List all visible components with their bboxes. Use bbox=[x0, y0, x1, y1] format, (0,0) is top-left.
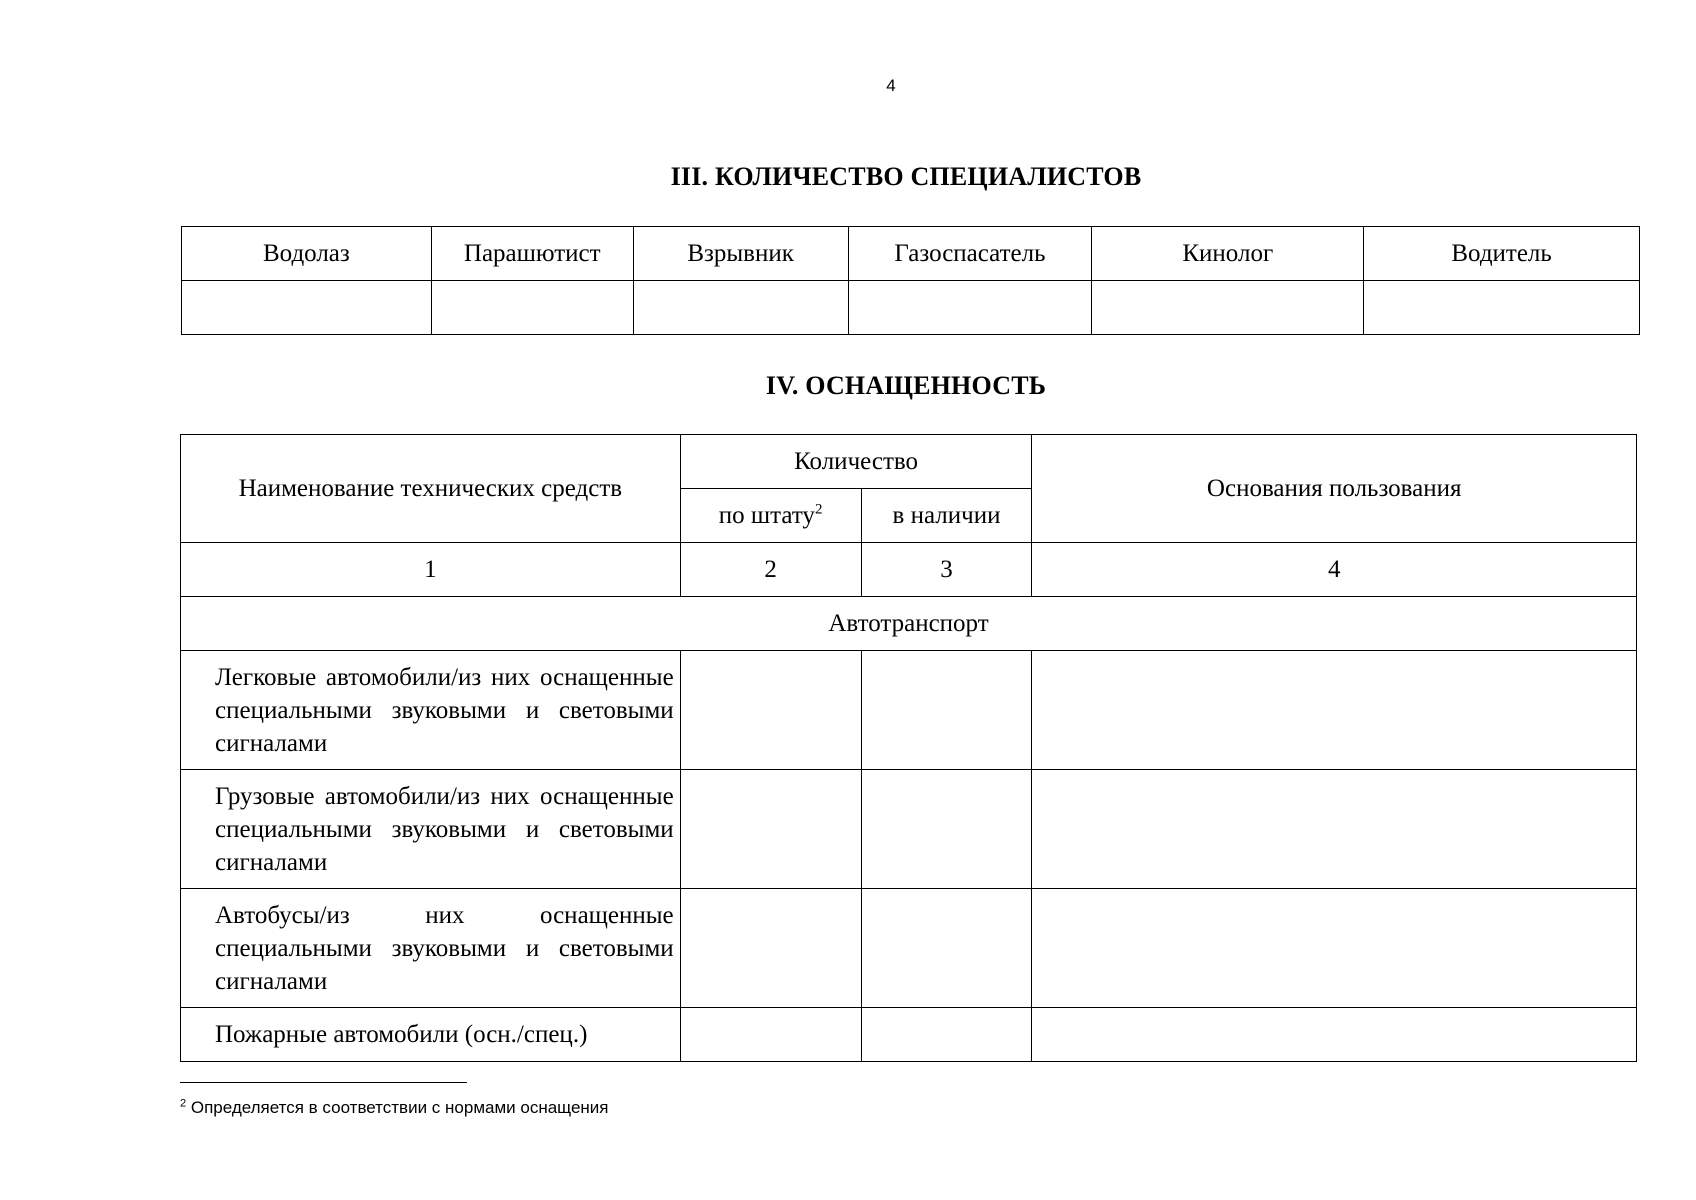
column-number-2: 2 bbox=[680, 543, 861, 597]
equipment-table bbox=[180, 434, 1637, 1062]
item-by-staff[interactable] bbox=[680, 889, 861, 1008]
table-row bbox=[181, 889, 1637, 1008]
section-4-title: IV. ОСНАЩЕННОСТЬ bbox=[765, 371, 1047, 400]
item-by-staff[interactable] bbox=[680, 770, 861, 889]
header-available: в наличии bbox=[861, 489, 1032, 543]
item-basis[interactable] bbox=[1032, 770, 1637, 889]
header-by-staff bbox=[680, 489, 861, 543]
value-gas-rescuer[interactable] bbox=[848, 281, 1092, 335]
item-available[interactable] bbox=[861, 651, 1032, 770]
page-number: 4 bbox=[886, 76, 896, 95]
column-number-1: 1 bbox=[181, 543, 681, 597]
equipment-header-row-1 bbox=[181, 435, 1637, 489]
item-by-staff[interactable] bbox=[680, 651, 861, 770]
item-name: Автобусы/из них оснащенные специальными звуковыми и световыми сигналами bbox=[181, 889, 681, 1008]
header-quantity: Количество bbox=[680, 435, 1032, 489]
header-diver: Водолаз bbox=[182, 227, 432, 281]
header-by-staff-label: по штату bbox=[718, 501, 815, 529]
item-basis[interactable] bbox=[1032, 889, 1637, 1008]
header-parachutist: Парашютист bbox=[431, 227, 633, 281]
column-number-row bbox=[181, 543, 1637, 597]
specialists-table bbox=[181, 226, 1640, 335]
item-available[interactable] bbox=[861, 889, 1032, 1008]
item-available[interactable] bbox=[861, 770, 1032, 889]
header-equipment-name: Наименование технических средств bbox=[181, 435, 681, 543]
footnote-text: Определяется в соответствии с нормами оснащения bbox=[190, 1098, 609, 1117]
group-title: Автотранспорт bbox=[181, 597, 1637, 651]
value-diver[interactable] bbox=[182, 281, 432, 335]
footnote-mark: 2 bbox=[180, 1097, 187, 1110]
footnote bbox=[180, 1098, 609, 1118]
footnote-divider bbox=[180, 1082, 467, 1083]
item-name: Пожарные автомобили (осн./спец.) bbox=[181, 1008, 681, 1062]
table-row bbox=[181, 1008, 1637, 1062]
table-row bbox=[181, 770, 1637, 889]
item-basis[interactable] bbox=[1032, 651, 1637, 770]
item-available[interactable] bbox=[861, 1008, 1032, 1062]
item-by-staff[interactable] bbox=[680, 1008, 861, 1062]
specialists-value-row bbox=[182, 281, 1640, 335]
value-dog-handler[interactable] bbox=[1092, 281, 1364, 335]
column-number-3: 3 bbox=[861, 543, 1032, 597]
footnote-ref: 2 bbox=[814, 501, 823, 518]
item-name: Легковые автомобили/из них оснащенные специальными звуковыми и световыми сигналами bbox=[181, 651, 681, 770]
item-basis[interactable] bbox=[1032, 1008, 1637, 1062]
header-dog-handler: Кинолог bbox=[1092, 227, 1364, 281]
item-name: Грузовые автомобили/из них оснащенные специальными звуковыми и световыми сигналами bbox=[181, 770, 681, 889]
value-driver[interactable] bbox=[1364, 281, 1640, 335]
group-row-vehicles bbox=[181, 597, 1637, 651]
value-parachutist[interactable] bbox=[431, 281, 633, 335]
specialists-header-row bbox=[182, 227, 1640, 281]
header-driver: Водитель bbox=[1364, 227, 1640, 281]
value-blaster[interactable] bbox=[633, 281, 848, 335]
section-3-title: III. КОЛИЧЕСТВО СПЕЦИАЛИСТОВ bbox=[670, 162, 1142, 191]
table-row bbox=[181, 651, 1637, 770]
header-blaster: Взрывник bbox=[633, 227, 848, 281]
column-number-4: 4 bbox=[1032, 543, 1637, 597]
header-gas-rescuer: Газоспасатель bbox=[848, 227, 1092, 281]
header-basis: Основания пользования bbox=[1032, 435, 1637, 543]
